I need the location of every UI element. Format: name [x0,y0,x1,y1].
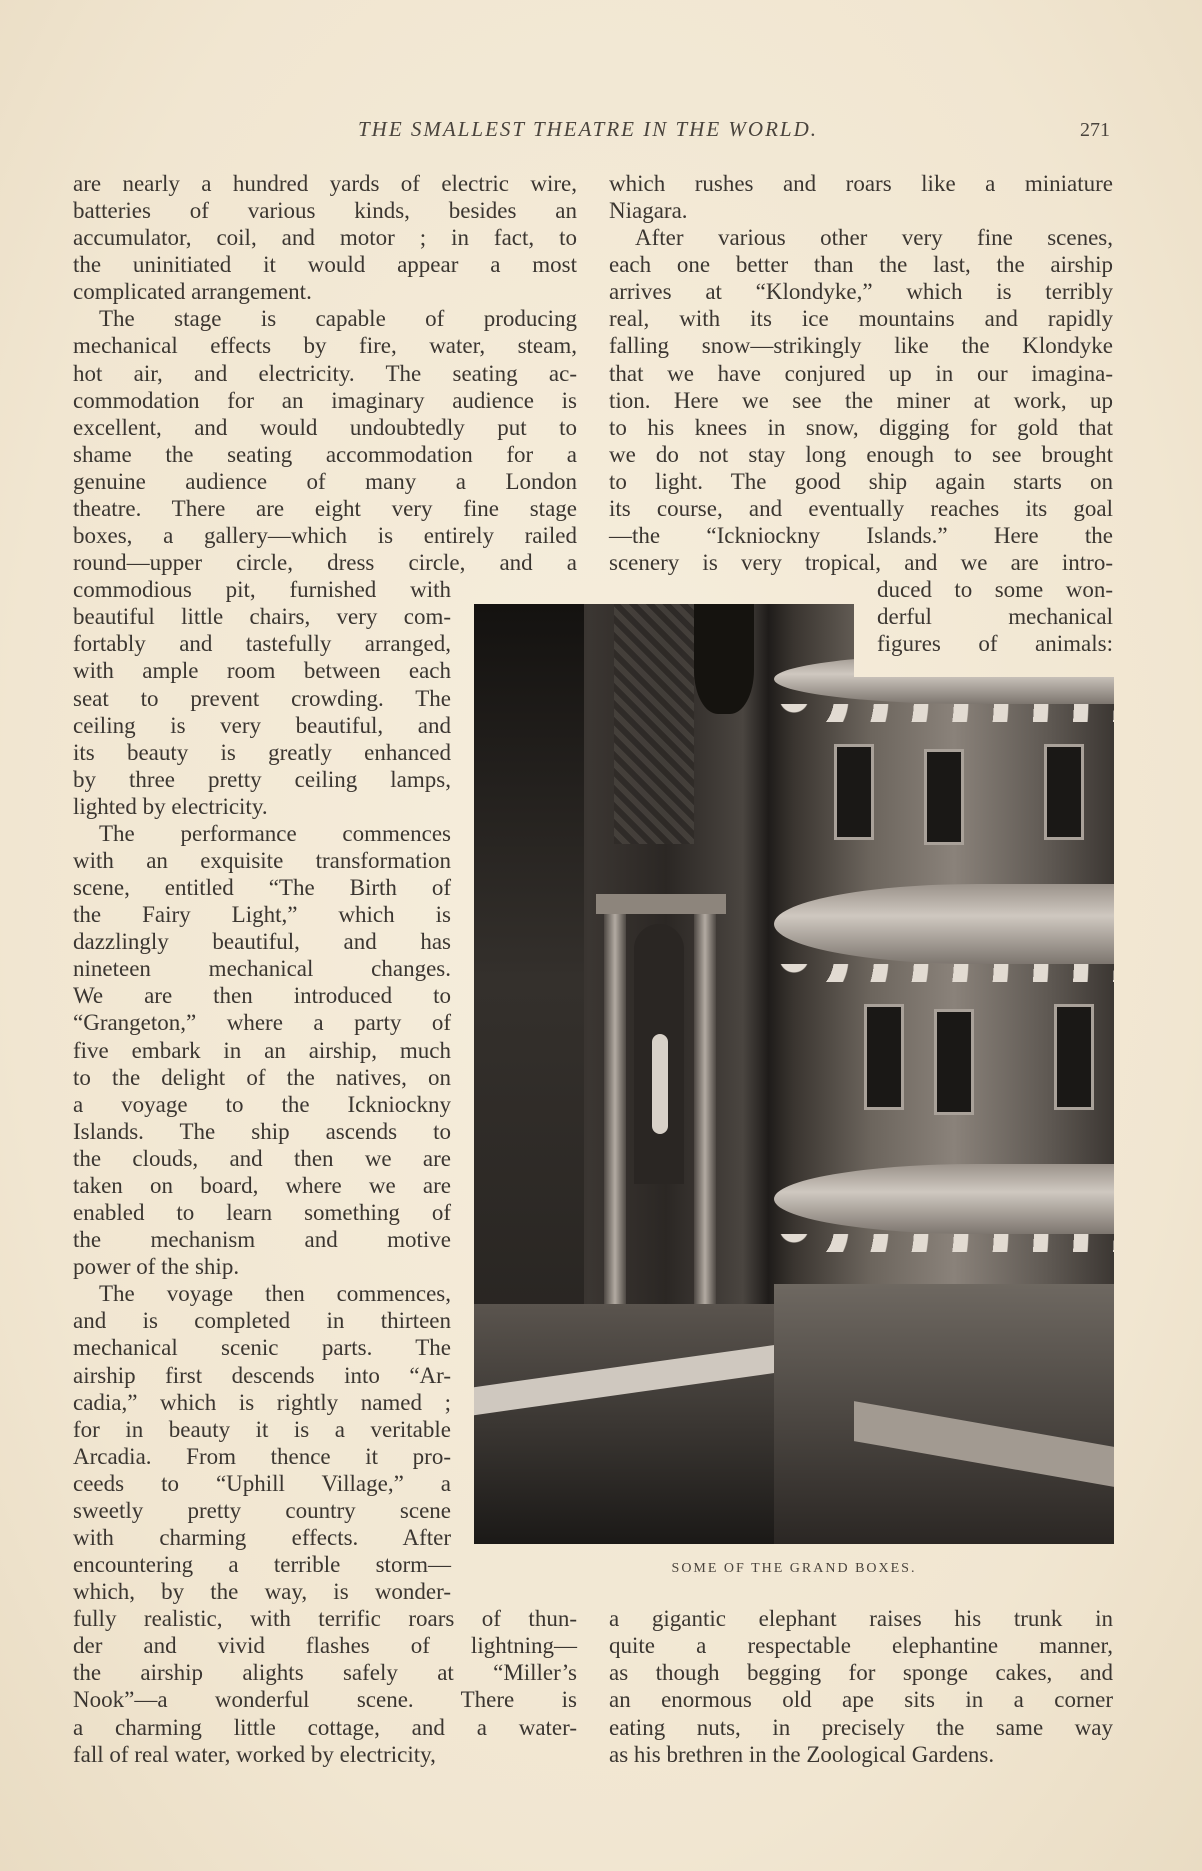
left-column-line: the clouds, and then we are [73,1145,451,1171]
right-column-line: we do not stay long enough to see brought [609,441,1113,467]
left-column-line: ceiling is very beautiful, and [73,712,451,738]
left-column-line: fortably and tastefully arranged, [73,631,451,657]
left-column-line: The voyage then commences, [99,1281,451,1307]
left-column-line: accumulator, coil, and motor ; in fact, to [73,225,577,251]
page-number: 271 [1080,119,1110,141]
left-column-line: The performance commences [99,820,451,846]
left-column-line: a charming little cottage, and a water- [73,1714,577,1740]
left-column-line: mechanical effects by fire, water, steam, [73,333,577,359]
left-column-line: mechanical scenic parts. The [73,1335,451,1361]
running-title: THE SMALLEST THEATRE IN THE WORLD. [357,117,819,141]
left-column-line: enabled to learn something of [73,1200,451,1226]
left-column-line: a voyage to the Ickniockny [73,1091,451,1117]
right-column-line: that we have conjured up in our imagina- [609,360,1113,386]
left-column-line: round—upper circle, dress circle, and a [73,550,577,576]
right-column-line: quite a respectable elephantine manner, [609,1633,1113,1659]
right-column-line: to his knees in snow, digging for gold that [609,414,1113,440]
left-column-line: Islands. The ship ascends to [73,1118,451,1144]
left-column-line: Nook”—a wonderful scene. There is [73,1687,577,1713]
left-column-line: fall of real water, worked by electricity, [73,1741,436,1767]
right-column-line: an enormous old ape sits in a corner [609,1687,1113,1713]
left-column-line: are nearly a hundred yards of electric wire, [73,171,577,196]
right-column-line: real, with its ice mountains and rapidly [609,306,1113,332]
left-column-line: genuine audience of many a London [73,468,577,494]
left-column-line: sweetly pretty country scene [73,1497,451,1523]
left-column-line: airship first descends into “Ar- [73,1362,451,1388]
left-column-line: excellent, and would undoubtedly put to [73,414,577,440]
left-column-line: the airship alights safely at “Miller’s [73,1660,577,1686]
left-column-line: We are then introduced to [73,983,451,1009]
left-column-line: boxes, a gallery—which is entirely railed [73,523,577,549]
left-column-line: ceeds to “Uphill Village,” a [73,1470,451,1496]
right-column-line: as his brethren in the Zoological Gardens. [609,1741,995,1767]
right-column-line: tion. Here we see the miner at work, up [609,387,1113,413]
left-column-line: der and vivid flashes of lightning— [73,1633,577,1659]
left-column-line: with ample room between each [73,658,451,684]
right-column-line: figures of animals: [877,631,1113,657]
left-column-line: theatre. There are eight very fine stage [73,495,577,521]
left-column-line: the mechanism and motive [73,1227,451,1253]
figure-photo-grand-boxes [474,604,1114,1544]
right-column-line: Niagara. [609,198,688,224]
left-column-line: power of the ship. [73,1254,240,1280]
right-column-line: arrives at “Klondyke,” which is terribly [609,279,1113,305]
right-column-line: falling snow—strikingly like the Klondyke [609,333,1113,359]
left-column-line: encountering a terrible storm— [73,1552,451,1578]
left-column-line: taken on board, where we are [73,1172,451,1198]
right-column-line: its course, and eventually reaches its goal [609,495,1113,521]
left-column-line: scene, entitled “The Birth of [73,875,451,901]
left-column-line: complicated arrangement. [73,279,312,305]
left-column-line: dazzlingly beautiful, and has [73,929,451,955]
left-column-line: The stage is capable of producing [99,306,577,332]
left-column-line: to the delight of the natives, on [73,1064,451,1090]
left-column-line: the uninitiated it would appear a most [73,252,577,278]
left-column-line: “Grangeton,” where a party of [73,1010,451,1036]
left-column-line: fully realistic, with terrific roars of thun- [73,1606,577,1632]
right-column-line: each one better than the last, the airship [609,252,1113,278]
figure-caption: SOME OF THE GRAND BOXES. [671,1561,917,1576]
left-column-line: cadia,” which is rightly named ; [73,1389,451,1415]
left-column-line: hot air, and electricity. The seating ac- [73,360,577,386]
left-column-line: commodious pit, furnished with [73,577,451,603]
left-column-line: and is completed in thirteen [73,1308,451,1334]
right-column-line: duced to some won- [877,577,1113,603]
left-column-line: with an exquisite transformation [73,848,451,873]
left-column-line: nineteen mechanical changes. [73,956,451,982]
right-column-line: which rushes and roars like a miniature [609,171,1113,196]
right-column-line: eating nuts, in precisely the same way [609,1714,1113,1740]
left-column-line: with charming effects. After [73,1525,451,1550]
left-column-line: by three pretty ceiling lamps, [73,766,451,792]
left-column-line: the Fairy Light,” which is [73,902,451,928]
left-column-line: for in beauty it is a veritable [73,1416,451,1442]
left-column-line: commodation for an imaginary audience is [73,387,577,413]
left-column-line: its beauty is greatly enhanced [73,739,451,765]
right-column-line: as though begging for sponge cakes, and [609,1660,1113,1686]
right-column-line: to light. The good ship again starts on [609,468,1113,494]
left-column-line: Arcadia. From thence it pro- [73,1443,451,1469]
right-column-line: —the “Ickniockny Islands.” Here the [609,523,1113,549]
left-column-line: five embark in an airship, much [73,1037,451,1063]
right-column-line: After various other very fine scenes, [635,225,1113,251]
left-column-line: shame the seating accommodation for a [73,441,577,467]
right-column-line: scenery is very tropical, and we are intro- [609,550,1113,576]
left-column-line: beautiful little chairs, very com- [73,604,451,630]
right-column-line: a gigantic elephant raises his trunk in [609,1606,1113,1632]
left-column-line: seat to prevent crowding. The [73,685,451,711]
left-column-line: batteries of various kinds, besides an [73,198,577,224]
right-column-line: derful mechanical [877,604,1113,630]
left-column-line: lighted by electricity. [73,793,268,819]
left-column-line: which, by the way, is wonder- [73,1579,451,1605]
